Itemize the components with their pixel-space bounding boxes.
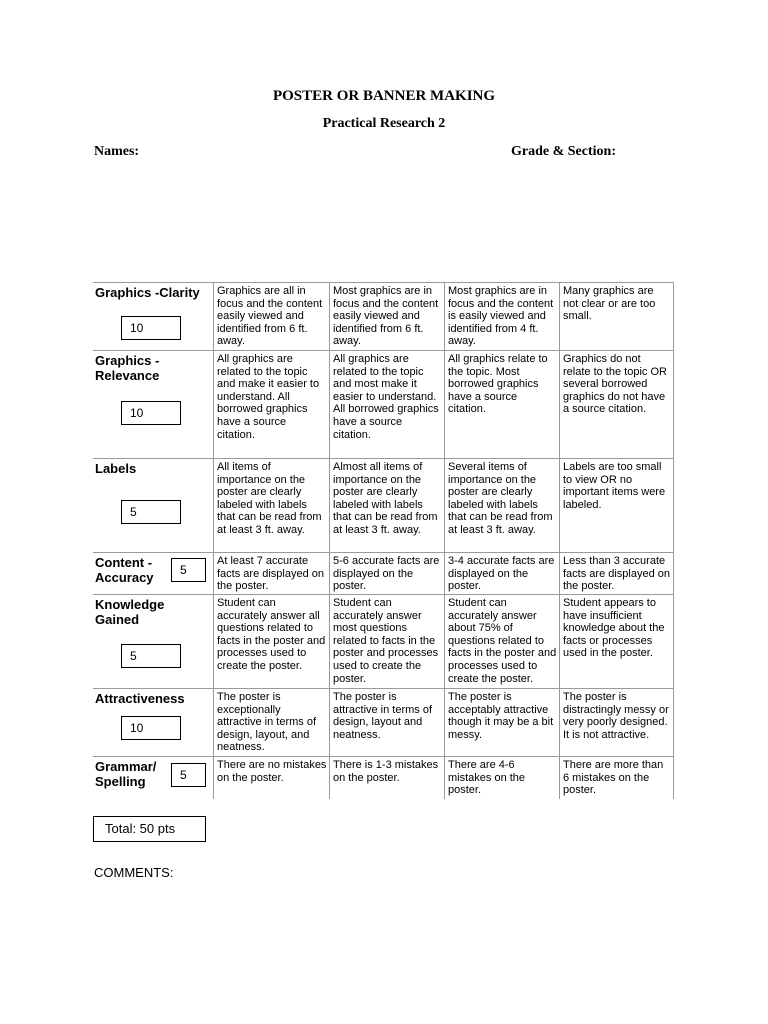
criterion-label: Graphics - Relevance [95,353,160,383]
criterion-label: Graphics -Clarity [95,285,200,300]
level-2-cell: The poster is attractive in terms of design, layout and neatness. [329,689,444,757]
level-3-cell: The poster is acceptably attractive though it may be a bit messy. [444,689,559,757]
level-2-cell: 5-6 accurate facts are displayed on the poster. [329,553,444,595]
score-box: 5 [121,644,181,668]
level-1-cell: All graphics are related to the topic and make it easier to understand. All borrowed graphics have a source citation. [213,351,329,459]
rubric-row-graphics-clarity [93,282,674,351]
criterion-label: Grammar/ Spelling [95,759,157,789]
level-1-cell: The poster is exceptionally attractive in terms of design, layout, and neatness. [213,689,329,757]
level-3-cell: Student can accurately answer about 75% of questions related to facts in the poster and processes used to create the poster. [444,595,559,689]
level-2-cell: Student can accurately answer most questions related to facts in the poster and processes used to create the poster. [329,595,444,689]
rubric-row-labels [93,458,674,553]
score-box: 10 [121,401,181,425]
score-box: 10 [121,316,181,340]
level-4-cell: There are more than 6 mistakes on the poster. [559,757,674,799]
criterion-cell [93,283,213,351]
total-points-box: Total: 50 pts [93,816,206,842]
score-box: 10 [121,716,181,740]
criterion-cell [93,757,213,799]
grade-section-label: Grade & Section: [511,144,616,159]
level-1-cell: Graphics are all in focus and the content easily viewed and identified from 6 ft. away. [213,283,329,351]
level-4-cell: Student appears to have insufficient knowledge about the facts or processes used in the poster. [559,595,674,689]
rubric-row-grammar-spelling [93,756,674,799]
criterion-cell [93,689,213,757]
level-1-cell: Student can accurately answer all questions related to facts in the poster and processes used to create the poster. [213,595,329,689]
level-4-cell: Labels are too small to view OR no important items were labeled. [559,459,674,553]
rubric-table [93,282,674,798]
level-2-cell: Almost all items of importance on the poster are clearly labeled with labels that can be read from at least 3 ft. away. [329,459,444,553]
score-box: 5 [121,500,181,524]
level-4-cell: The poster is distractingly messy or very poorly designed. It is not attractive. [559,689,674,757]
names-label: Names: [94,144,140,159]
criterion-cell [93,459,213,553]
level-1-cell: There are no mistakes on the poster. [213,757,329,799]
rubric-row-knowledge-gained [93,594,674,689]
rubric-row-content-accuracy [93,552,674,595]
page-title: POSTER OR BANNER MAKING [272,88,496,104]
criterion-cell [93,553,213,595]
level-3-cell: All graphics relate to the topic. Most borrowed graphics have a source citation. [444,351,559,459]
level-4-cell: Graphics do not relate to the topic OR several borrowed graphics do not have a source citation. [559,351,674,459]
comments-label: COMMENTS: [94,865,174,880]
page-subtitle: Practical Research 2 [322,116,446,131]
level-3-cell: There are 4-6 mistakes on the poster. [444,757,559,799]
level-4-cell: Less than 3 accurate facts are displayed on the poster. [559,553,674,595]
rubric-row-graphics-relevance [93,350,674,459]
score-box: 5 [171,763,206,787]
criterion-label: Attractiveness [95,691,185,706]
criterion-cell [93,351,213,459]
criterion-label: Labels [95,461,137,476]
level-2-cell: All graphics are related to the topic and most make it easier to understand. All borrowed graphics have a source citation. [329,351,444,459]
level-4-cell: Many graphics are not clear or are too small. [559,283,674,351]
level-3-cell: Most graphics are in focus and the content is easily viewed and identified from 4 ft. away. [444,283,559,351]
level-3-cell: 3-4 accurate facts are displayed on the poster. [444,553,559,595]
level-1-cell: All items of importance on the poster are clearly labeled with labels that can be read from at least 3 ft. away. [213,459,329,553]
score-box: 5 [171,558,206,582]
level-1-cell: At least 7 accurate facts are displayed on the poster. [213,553,329,595]
criterion-cell [93,595,213,689]
level-3-cell: Several items of importance on the poster are clearly labeled with labels that can be read from at least 3 ft. away. [444,459,559,553]
level-2-cell: Most graphics are in focus and the content easily viewed and identified from 6 ft. away. [329,283,444,351]
level-2-cell: There is 1-3 mistakes on the poster. [329,757,444,799]
criterion-label: Knowledge Gained [95,597,165,627]
rubric-row-attractiveness [93,688,674,757]
criterion-label: Content - Accuracy [95,555,154,585]
